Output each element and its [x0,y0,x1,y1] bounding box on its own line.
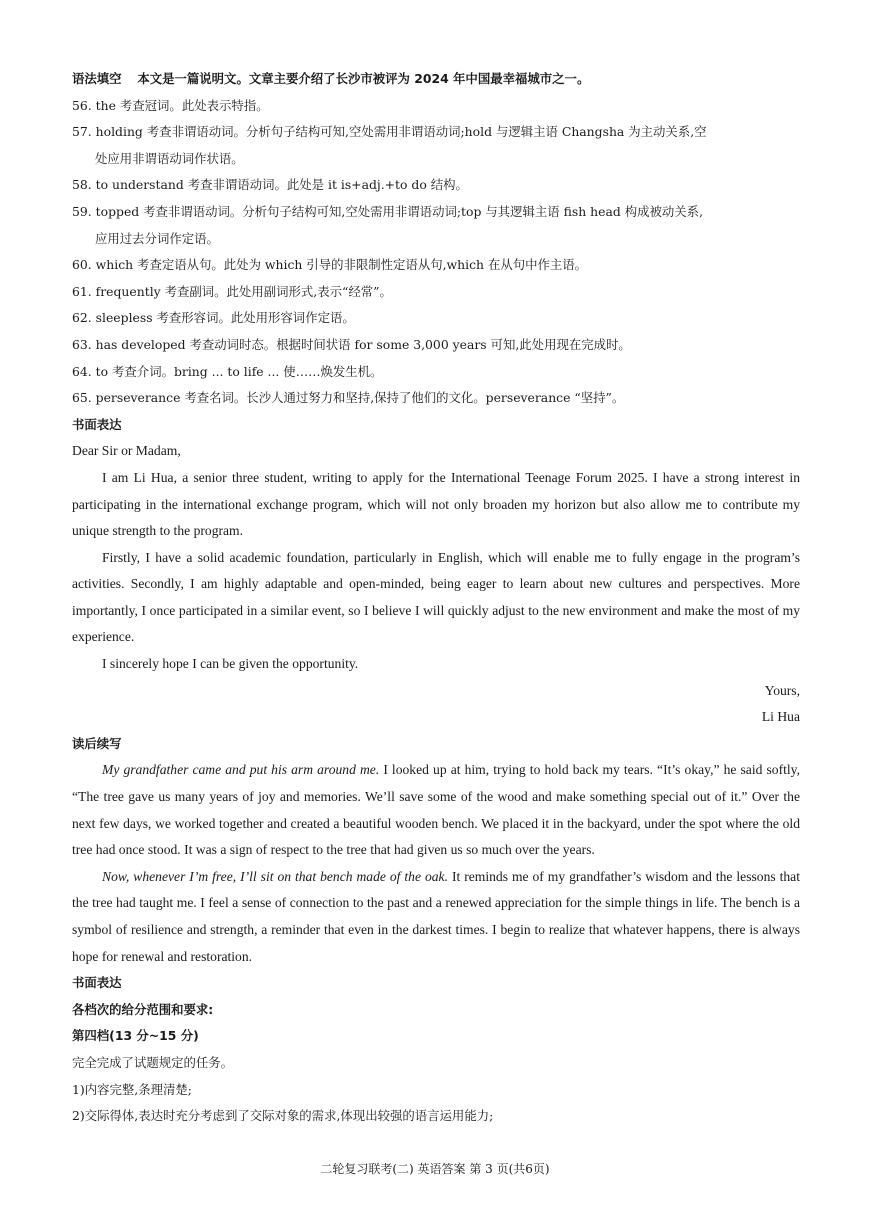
list-item-continuation: 处应用非谓语动词作状语。 [95,150,244,166]
letter-closing: Yours, [764,682,800,698]
continuation-paragraph-2 [72,864,800,970]
list-item: 62. sleepless 考查形容词。此处用形容词作定语。 [72,310,355,326]
salutation: Dear Sir or Madam, [72,443,181,459]
page-footer: 二轮复习联考(二) 英语答案 第 3 页(共6页) [320,1162,550,1176]
paragraph-lead-sentence: Now, whenever I’m free, I’ll sit on that bench made of the oak. [102,868,448,884]
scoring-point: 1)内容完整,条理清楚; [72,1081,192,1097]
letter-paragraph-1: I am Li Hua, a senior three student, writing to apply for the International Teenage Forum 2025. I have a strong interest in participating in the international exchange program, which will not only broaden my horizon but also allow me to contribute my unique strength to the program. [72,469,800,539]
scoring-tier: 第四档(13 分~15 分) [72,1028,199,1044]
list-item: 60. which 考查定语从句。此处为 which 引导的非限制性定语从句,which 在从句中作主语。 [72,257,588,273]
grammar-heading-line [72,66,800,93]
scoring-tier-description: 完全完成了试题规定的任务。 [72,1054,234,1070]
paragraph-lead-sentence: My grandfather came and put his arm around me. [102,762,380,778]
list-item: 57. holding 考查非谓语动词。分析句子结构可知,空处需用非谓语动词;hold 与逻辑主语 Changsha 为主动关系,空 [72,124,707,140]
writing-heading: 书面表达 [72,416,122,432]
list-item-continuation: 应用过去分词作定语。 [95,230,219,246]
list-item: 63. has developed 考查动词时态。根据时间状语 for some 3,000 years 可知,此处用现在完成时。 [72,336,631,352]
list-item: 56. the 考查冠词。此处表示特指。 [72,97,269,113]
grammar-heading: 语法填空 [72,71,122,86]
continuation-paragraph-1 [72,757,800,863]
list-item: 65. perseverance 考查名词。长沙人通过努力和坚持,保持了他们的文化。perseverance “坚持”。 [72,390,625,406]
letter-signature: Li Hua [761,709,800,725]
letter-paragraph-3: I sincerely hope I can be given the opportunity. [102,656,359,672]
letter-paragraph-2: Firstly, I have a solid academic foundation, particularly in English, which will enable me to fully engage in the program’s activities. Secondly, I am highly adaptable and open-minded, being eager to learn about new cultures and perspectives. More importantly, I once participated in a similar event, so I believe I will quickly adjust to the new environment and make the most of my experience. [72,549,800,645]
grammar-intro: 本文是一篇说明文。文章主要介绍了长沙市被评为 2024 年中国最幸福城市之一。 [137,71,590,86]
continuation-heading: 读后续写 [72,735,122,751]
list-item: 59. topped 考查非谓语动词。分析句子结构可知,空处需用非谓语动词;top 与其逻辑主语 fish head 构成被动关系, [72,203,704,219]
scoring-point: 2)交际得体,表达时充分考虑到了交际对象的需求,体现出较强的语言运用能力; [72,1108,494,1124]
paragraph-body: It reminds me of my grandfather’s wisdom and the lessons that the tree had taught me. I feel a sense of connection to the past and a renewed appreciation for the simple things in life. The bench is a symbol of resilience and strength, a reminder that even in the darkest times. I begin to realize that whatever happens, there is always hope for renewal and restoration. [72,868,800,964]
list-item: 61. frequently 考查副词。此处用副词形式,表示“经常”。 [72,283,392,299]
scoring-subheading: 各档次的给分范围和要求: [72,1001,214,1017]
answer-page [72,66,800,1130]
list-item: 64. to 考查介词。bring ... to life ... 使……焕发生机。 [72,363,383,379]
list-item: 58. to understand 考查非谓语动词。此处是 it is+adj.+to do 结构。 [72,177,468,193]
scoring-heading: 书面表达 [72,975,122,991]
paragraph-body: I looked up at him, trying to hold back my tears. “It’s okay,” he said softly, “The tree gave us many years of joy and memories. We’ll save some of the wood and make something special out of it.” Over the next few days, we worked together and created a beautiful wooden bench. We placed it in the backyard, under the spot where the old tree had once stood. It was a sign of respect to the tree that had given us so much over the years. [72,762,800,858]
